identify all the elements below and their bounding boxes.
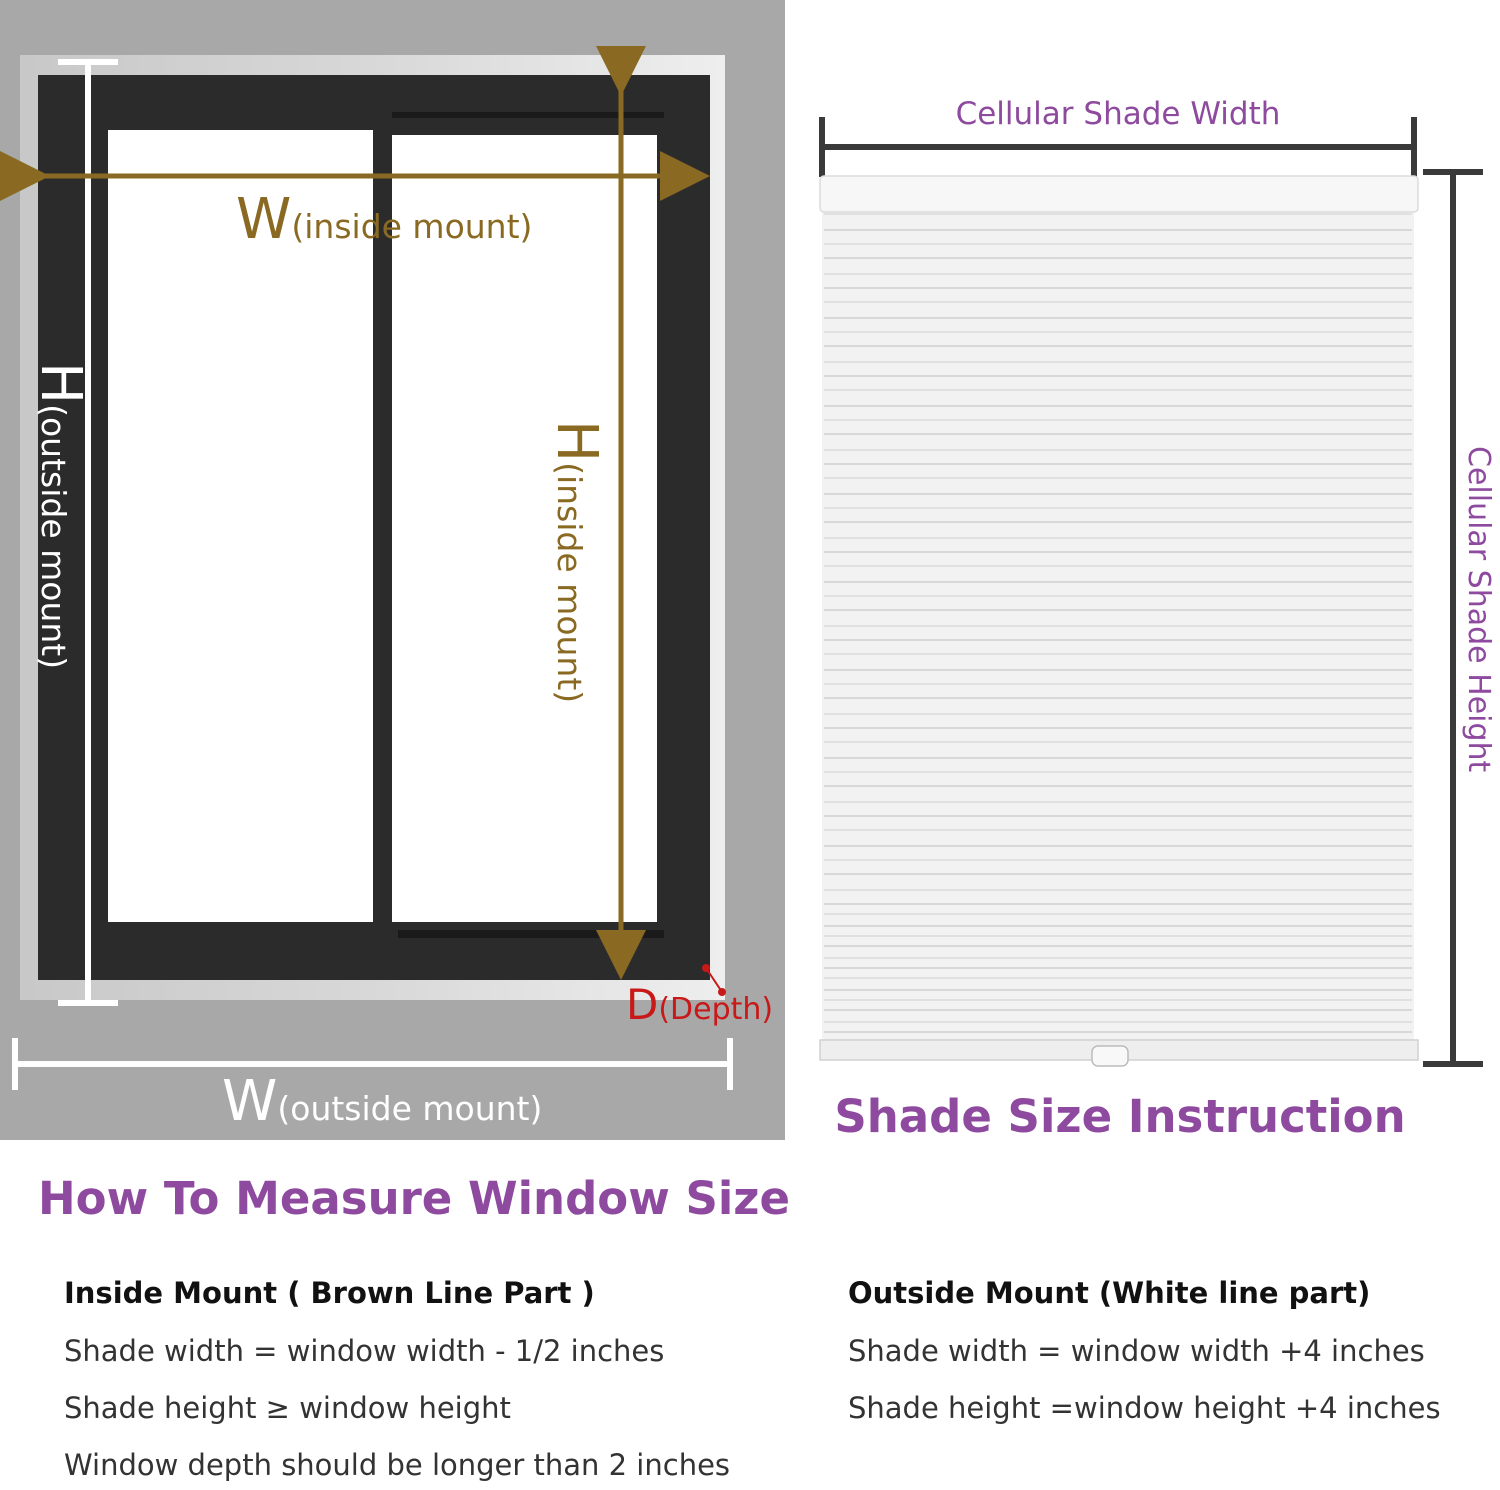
right-glass-pane xyxy=(392,135,657,922)
h-inside-letter: H xyxy=(544,420,609,463)
w-outside-text: (outside mount) xyxy=(277,1089,543,1128)
w-inside-text: (inside mount) xyxy=(291,207,533,246)
w-inside-label xyxy=(236,187,533,252)
shade-headrail xyxy=(820,176,1418,212)
w-outside-label xyxy=(222,1069,543,1134)
inside-mount-line-3: Window depth should be longer than 2 inches xyxy=(64,1448,731,1482)
h-inside-label xyxy=(544,420,609,704)
shade-height-label: Cellular Shade Height xyxy=(1461,446,1496,773)
shade-width-label: Cellular Shade Width xyxy=(955,96,1281,132)
depth-label xyxy=(626,980,774,1029)
measure-window-title: How To Measure Window Size xyxy=(38,1172,790,1225)
w-inside-letter: W xyxy=(236,187,292,252)
outside-mount-line-1: Shade width = window width +4 inches xyxy=(848,1334,1425,1368)
shade-illustration xyxy=(800,0,1500,1080)
h-outside-text: (outside mount) xyxy=(34,404,73,670)
inside-mount-line-1: Shade width = window width - 1/2 inches xyxy=(64,1334,665,1368)
w-outside-letter: W xyxy=(222,1069,278,1134)
shade-width-dimension xyxy=(822,117,1414,177)
bottom-rail xyxy=(398,930,664,938)
inside-mount-line-2: Shade height ≥ window height xyxy=(64,1391,511,1425)
h-outside-label xyxy=(28,362,93,670)
h-outside-letter: H xyxy=(28,362,93,405)
outside-mount-heading: Outside Mount (White line part) xyxy=(848,1276,1371,1310)
shade-handle-icon xyxy=(1092,1046,1128,1066)
inside-mount-heading: Inside Mount ( Brown Line Part ) xyxy=(64,1276,595,1310)
window-diagram-panel xyxy=(0,0,785,1140)
outside-mount-line-2: Shade height =window height +4 inches xyxy=(848,1391,1441,1425)
depth-letter: D xyxy=(626,980,659,1029)
depth-text: (Depth) xyxy=(658,992,774,1027)
h-inside-text: (inside mount) xyxy=(550,462,589,704)
shade-size-title: Shade Size Instruction xyxy=(834,1090,1406,1143)
window-illustration xyxy=(0,0,785,1140)
